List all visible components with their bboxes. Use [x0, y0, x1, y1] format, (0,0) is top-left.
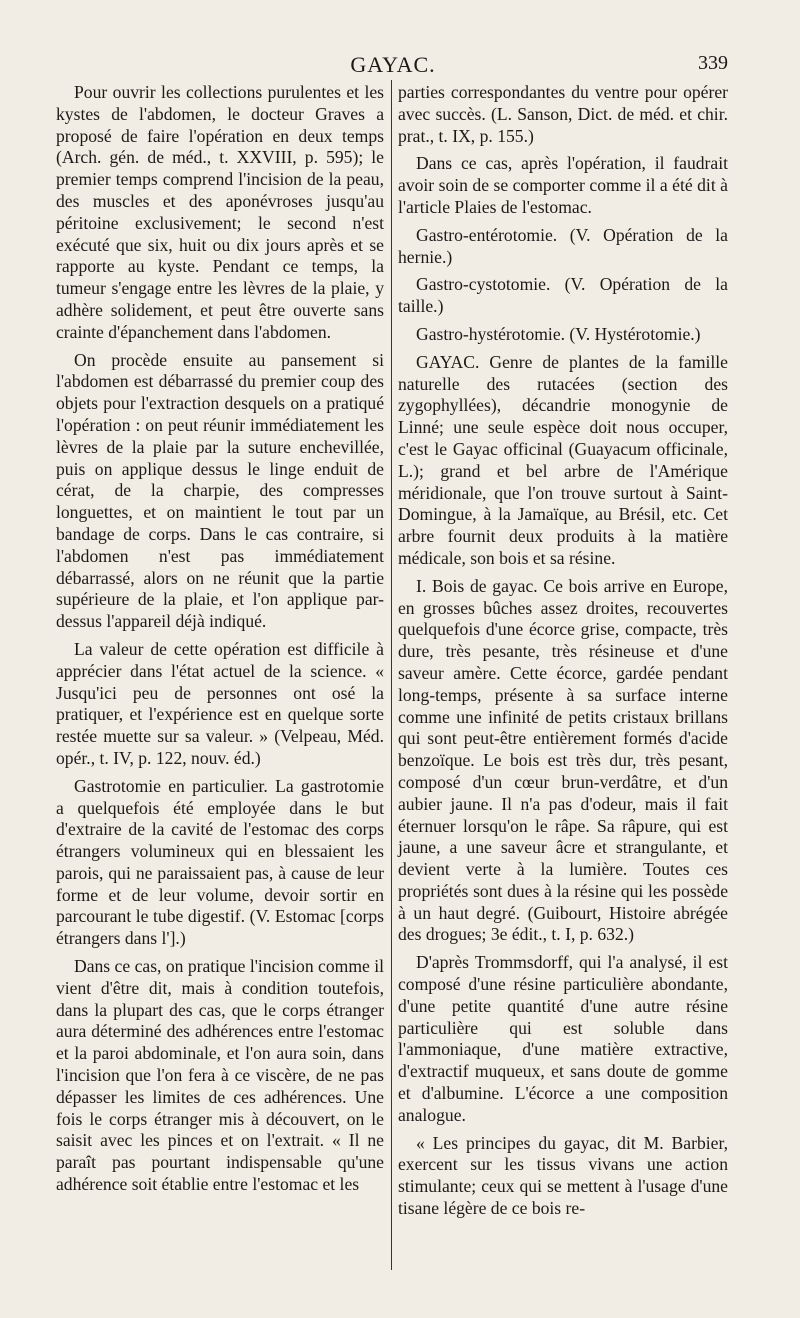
right-column — [398, 82, 728, 1226]
paragraph-continued: parties correspondantes du ventre pour opérer avec succès. (L. Sanson, Dict. de méd. et chir. prat., t. IX, p. 155.) — [398, 82, 728, 146]
running-title: GAYAC. — [350, 52, 436, 77]
paragraph: On procède ensuite au pansement si l'abdomen est débarrassé du premier coup des objets pour l'extraction desquels on a pratiqué l'opération : on peut réunir immédiatement les lèvres de la plaie par la suture enchevillée, puis on applique dessus le linge enduit de cérat, de la charpie, des compresses longuettes, et on maintient le tout par un bandage de corps. Dans le cas contraire, si l'abdomen n'est pas immédiatement débarrassé, alors on ne réunit que la partie supérieure de la plaie, et l'on applique par-dessus l'appareil déjà indiqué. — [56, 349, 384, 632]
paragraph: D'après Trommsdorff, qui l'a analysé, il est composé d'une résine particulière abondante, d'une petite quantité d'une autre résine particulière qui est soluble dans l'ammoniaque, d'une matière extractive, d'extractif muqueux, et sans doute de gomme et d'albumine. L'écorce a une composition analogue. — [398, 952, 728, 1125]
column-rule — [391, 80, 392, 1270]
paragraph: Gastrotomie en particulier. La gastrotomie a quelquefois été employée dans le but d'extraire de la cavité de l'estomac des corps étrangers volumineux qui en blessaient les parois, qui ne paraissaient pas, à cause de leur forme et de leur volume, devoir sortir en parcourant le tube digestif. (V. Estomac [corps étrangers dans l'].) — [56, 775, 384, 949]
page-number: 339 — [698, 52, 728, 74]
entry-gayac: GAYAC. Genre de plantes de la famille naturelle des rutacées (section des zygophyllées), décandrie monogynie de Linné; une seule espèce doit nous occuper, c'est le Gayac officinal (Guayacum officinale, L.); grand et bel arbre de l'Amérique méridionale, que l'on trouve surtout à Saint-Domingue, à la Jamaïque, au Brésil, etc. Cet arbre fournit deux produits à la matière médicale, son bois et sa résine. — [398, 351, 728, 568]
paragraph: La valeur de cette opération est difficile à apprécier dans l'état actuel de la science. « Jusqu'ici peu de personnes ont osé la pratiquer, et l'expérience est en quelque sorte restée muette sur sa valeur. » (Velpeau, Méd. opér., t. IV, p. 122, nouv. éd.) — [56, 638, 384, 768]
dictionary-entry: Gastro-entérotomie. (V. Opération de la hernie.) — [398, 224, 728, 267]
left-column — [56, 82, 384, 1202]
paragraph: Dans ce cas, après l'opération, il faudrait avoir soin de se comporter comme il a été dit à l'article Plaies de l'estomac. — [398, 153, 728, 217]
dictionary-entry: Gastro-cystotomie. (V. Opération de la taille.) — [398, 274, 728, 317]
paragraph: Pour ouvrir les collections purulentes et les kystes de l'abdomen, le docteur Graves a proposé de faire l'opération en deux temps (Arch. gén. de méd., t. XXVIII, p. 595); le premier temps comprend l'incision de la peau, des muscles et des aponévroses jusqu'au péritoine exclusivement; le second n'est exécuté que six, huit ou dix jours après et se rapporte au kyste. Pendant ce temps, la tumeur s'engage entre les lèvres de la plaie, y adhère solidement, et peut être ouverte sans crainte d'épanchement dans l'abdomen. — [56, 82, 384, 342]
paragraph: Dans ce cas, on pratique l'incision comme il vient d'être dit, mais à condition toutefois, dans la plupart des cas, que le corps étranger aura déterminé des adhérences entre l'estomac et la paroi abdominale, et l'on aura soin, dans l'incision que l'on fera à ce viscère, de ne pas dépasser les limites de ces adhérences. Une fois le corps étranger mis à découvert, on le saisit avec les pinces et on l'extrait. « Il ne paraît pas pourtant indispensable qu'une adhérence soit établie entre l'estomac et les — [56, 956, 384, 1195]
paragraph: « Les principes du gayac, dit M. Barbier, exercent sur les tissus vivans une action stimulante; ceux qui se mettent à l'usage d'une tisane légère de ce bois re- — [398, 1132, 728, 1219]
running-header — [58, 52, 728, 82]
dictionary-entry: Gastro-hystérotomie. (V. Hystérotomie.) — [416, 323, 701, 344]
paragraph: I. Bois de gayac. Ce bois arrive en Europe, en grosses bûches assez droites, recouvertes quelquefois d'une écorce grise, compacte, très dure, très pesante, très résineuse et d'une saveur amère. Cette écorce, gardée pendant long-temps, présente à sa surface interne comme une infinité de petits cristaux brillans qui sont peut-être entièrement formés d'acide benzoïque. Le bois est très dur, très pesant, composé d'un cœur brun-verdâtre, et d'un aubier jaune. Il n'a pas d'odeur, mais il fait éternuer lorsqu'on le râpe. Sa râpure, qui est jaune, a une saveur âcre et strangulante, et devient verte à la lumière. Toutes ces propriétés sont dues à la résine qui les possède à un haut degré. (Guibourt, Histoire abrégée des drogues; 3e édit., t. I, p. 632.) — [398, 575, 728, 945]
